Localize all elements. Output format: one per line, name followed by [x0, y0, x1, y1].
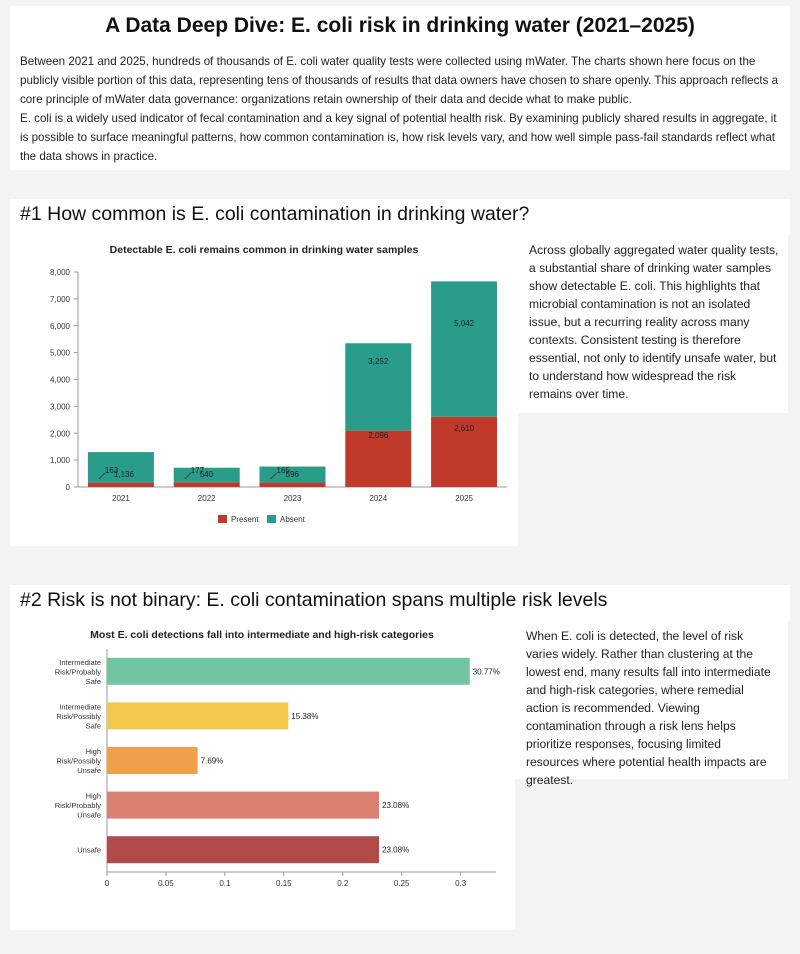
x-tick-label: 0.3: [455, 879, 467, 888]
legend-label-present: Present: [231, 515, 259, 524]
data-label: 30.77%: [472, 667, 500, 677]
y-tick-label: 8,000: [49, 268, 70, 277]
y-tick-label: Unsafe: [77, 766, 101, 775]
page-title: A Data Deep Dive: E. coli risk in drinking water (2021–2025): [105, 14, 695, 37]
y-tick-label: 6,000: [49, 321, 70, 331]
x-tick-label: 0: [104, 879, 110, 888]
bar-present-2022: [174, 482, 240, 487]
x-tick-label: 0.2: [337, 879, 349, 888]
x-tick-label: 0.25: [393, 879, 410, 888]
chart-1-card: [10, 235, 518, 546]
bar-4: [107, 836, 379, 863]
bar-1: [107, 702, 288, 729]
bar-0: [107, 658, 470, 685]
legend-swatch-absent: [267, 515, 276, 523]
y-tick-label: Unsafe: [77, 810, 101, 820]
y-tick-label: Risk/Possibly: [56, 756, 101, 766]
x-tick-label: 2025: [455, 494, 473, 503]
y-tick-label: Safe: [85, 721, 101, 731]
bar-present-2023: [260, 483, 326, 487]
horizontal-bar-chart: [10, 621, 515, 930]
section-1-header: [10, 199, 790, 235]
y-tick-label: 7,000: [49, 294, 70, 304]
bar-3: [107, 792, 379, 819]
x-tick-label: 2023: [283, 494, 302, 503]
section-2-text: When E. coli is detected, the level of risk varies widely. Rather than clustering at the lowest end, many results fall into intermediate and high-risk categories, where remedial action is recommended. Viewing contamination through a risk lens helps prioritize responses, focusing limited resources where potential health impacts are greatest.: [526, 629, 771, 787]
bar-present-2021: [88, 483, 154, 487]
x-tick-label: 2022: [197, 494, 216, 503]
intro-paragraph-1: Between 2021 and 2025, hundreds of thousands of E. coli water quality tests were collected using mWater. The charts shown here focus on the publicly visible portion of this data, representing tens of thousands of results that data owners have chosen to share openly. This approach reflects a core principle of mWater data governance: organizations retain ownership of their data and decide what to make public.: [20, 55, 779, 106]
chart-title: Detectable E. coli remains common in drinking water samples: [109, 244, 419, 256]
data-label: 23.08%: [382, 845, 410, 855]
data-label: 23.08%: [382, 801, 410, 811]
data-label-present: 165: [276, 466, 290, 475]
y-tick-label: Unsafe: [77, 845, 101, 855]
x-tick-label: 2024: [369, 494, 388, 503]
stacked-bar-chart: [10, 235, 518, 546]
intro-paragraph-2: E. coli is a widely used indicator of fecal contamination and a key signal of potential health risk. By examining publicly shared results in aggregate, it is possible to surface meaningful patterns, how common contamination is, how risk levels vary, and how well simple pass-fail standards reflect what the data shows in practice.: [20, 112, 777, 163]
x-tick-label: 2021: [112, 494, 130, 503]
data-label-present: 2,610: [454, 423, 475, 433]
x-tick-label: 0.15: [276, 879, 292, 888]
y-tick-label: High: [85, 791, 101, 801]
y-tick-label: Intermediate: [59, 702, 101, 712]
y-tick-label: 2,000: [49, 429, 70, 439]
legend-label-absent: Absent: [280, 515, 305, 524]
y-tick-label: Risk/Probably: [54, 801, 101, 811]
section-1-text-card: [518, 235, 788, 413]
data-label: 15.38%: [291, 711, 319, 721]
data-label-absent: 5,042: [454, 319, 475, 329]
y-tick-label: High: [85, 747, 101, 756]
x-tick-label: 0.1: [219, 879, 231, 888]
section-2-text-card: [515, 621, 788, 787]
data-label-absent: 3,252: [368, 356, 389, 366]
y-tick-label: 0: [65, 483, 70, 492]
data-label-absent: 596: [285, 470, 299, 479]
y-tick-label: 4,000: [49, 375, 70, 385]
data-label-present: 177: [190, 466, 205, 475]
y-tick-label: 5,000: [49, 348, 70, 358]
y-tick-label: Safe: [85, 676, 101, 686]
data-label-absent: 1,136: [113, 470, 134, 479]
chart-title: Most E. coli detections fall into intermediate and high-risk categories: [90, 629, 434, 641]
intro-card: [10, 6, 790, 170]
y-tick-label: Risk/Probably: [54, 667, 101, 677]
x-tick-label: 0.05: [158, 879, 174, 888]
y-tick-label: 1,000: [49, 456, 70, 466]
y-tick-label: Intermediate: [59, 657, 101, 667]
bar-absent-2025: [431, 281, 497, 417]
section-1-text: Across globally aggregated water quality tests, a substantial share of drinking water samples show detectable E. coli. This highlights that microbial contamination is not an isolated issue, but a recurring reality across many contexts. Consistent testing is therefore essential, not only to identify unsafe water, but to understand how widespread the risk remains over time.: [529, 243, 779, 401]
section-1-heading: #1 How common is E. coli contamination in drinking water?: [20, 203, 530, 225]
bar-2: [107, 747, 198, 774]
data-label: 7.69%: [200, 756, 224, 766]
data-label-absent: 540: [199, 470, 214, 479]
y-tick-label: Risk/Possibly: [56, 711, 101, 721]
legend-swatch-present: [218, 515, 227, 523]
section-2-header: [10, 585, 790, 621]
chart-2-card: [10, 621, 515, 930]
section-2-heading: #2 Risk is not binary: E. coli contamination spans multiple risk levels: [20, 589, 608, 611]
y-tick-label: 3,000: [49, 402, 70, 412]
data-label-present: 163: [104, 466, 119, 475]
data-label-present: 2,096: [368, 430, 389, 440]
